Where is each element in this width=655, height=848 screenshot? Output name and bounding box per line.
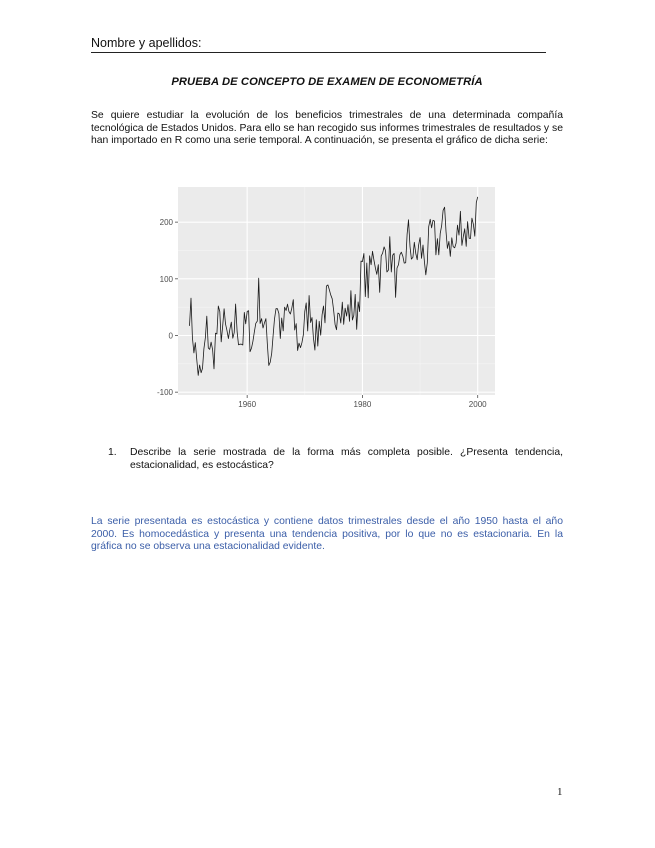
question-number: 1. — [108, 447, 117, 458]
answer-paragraph: La serie presentada es estocástica y contiene datos trimestrales desde el año 1950 hasta el año 2000. Es homocedástica y presenta una tendencia positiva, por lo que no es estacionaria. En la gráfica no se observa una estacionalidad evidente. — [91, 516, 563, 553]
document-title: PRUEBA DE CONCEPTO DE EXAMEN DE ECONOMETRÍA — [171, 76, 483, 88]
x-tick-label: 1960 — [238, 400, 257, 409]
y-tick-label: 200 — [159, 218, 173, 228]
intro-paragraph: Se quiere estudiar la evolución de los beneficios trimestrales de una determinada compañía tecnológica de Estados Unidos. Para ello se han recogido sus informes trimestrales de resultados y se han importado en R como una serie temporal. A continuación, se presenta el gráfico de dicha serie: — [91, 110, 563, 147]
question-1 — [108, 447, 563, 472]
x-tick-label: 1980 — [353, 400, 372, 409]
y-tick-label: 0 — [168, 331, 173, 341]
y-tick-label: -100 — [156, 388, 173, 398]
question-text: Describe la serie mostrada de la forma más completa posible. ¿Presenta tendencia, estacionalidad, es estocástica? — [130, 447, 563, 471]
y-tick-label: 100 — [159, 274, 173, 284]
name-field-label: Nombre y apellidos: — [91, 36, 546, 53]
time-series-chart — [145, 182, 500, 412]
x-tick-label: 2000 — [468, 400, 487, 409]
page-number: 1 — [557, 786, 563, 798]
